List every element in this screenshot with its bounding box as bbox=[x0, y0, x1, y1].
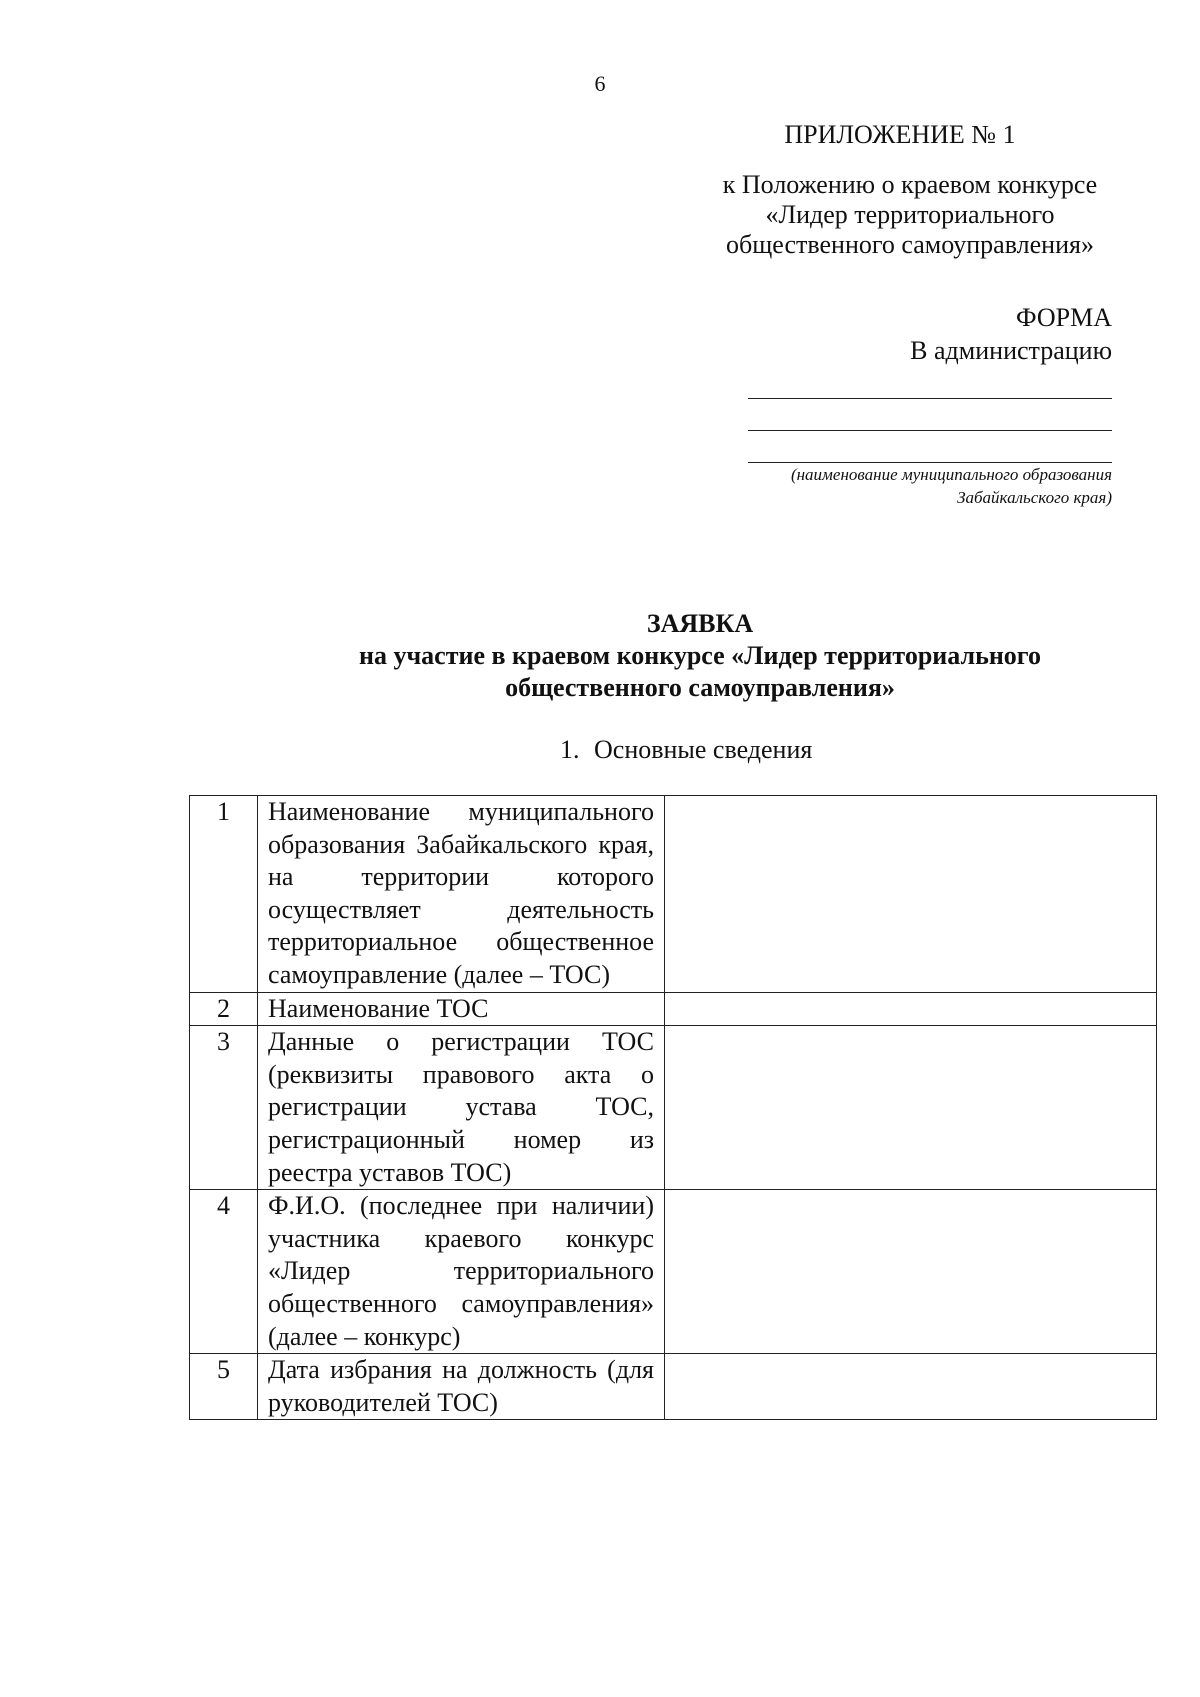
row-number: 5 bbox=[190, 1354, 258, 1420]
row-value-field[interactable] bbox=[665, 1190, 1157, 1354]
row-number: 1 bbox=[190, 796, 258, 993]
row-number: 3 bbox=[190, 1026, 258, 1190]
appendix-reference bbox=[680, 170, 1140, 260]
row-value-field[interactable] bbox=[665, 992, 1157, 1026]
row-value-field[interactable] bbox=[665, 1354, 1157, 1420]
table-row bbox=[190, 992, 1157, 1026]
row-label: Наименование ТОС bbox=[258, 992, 665, 1026]
appendix-reference-line: общественного самоуправления» bbox=[726, 230, 1094, 259]
appendix-title: ПРИЛОЖЕНИЕ № 1 bbox=[784, 120, 1016, 149]
form-label: ФОРМА bbox=[1016, 303, 1112, 332]
addressee-caption-line: (наименование муниципального образования bbox=[790, 465, 1112, 484]
application-subtitle-line: на участие в краевом конкурсе «Лидер территориального bbox=[359, 641, 1041, 670]
info-table bbox=[189, 795, 1157, 1420]
section-title: Основные сведения bbox=[594, 735, 813, 764]
page-number: 6 bbox=[594, 71, 606, 96]
section-heading bbox=[560, 734, 960, 766]
appendix-reference-line: «Лидер территориального bbox=[765, 200, 1055, 229]
table-row bbox=[190, 1354, 1157, 1420]
section-number: 1. bbox=[560, 735, 580, 764]
form-addressee: В администрацию bbox=[910, 336, 1112, 365]
row-label: Наименование муниципального образования Забайкальского края, на территории которого осуществляет деятельность территориальное общественное самоуправление (далее – ТОС) bbox=[258, 796, 665, 993]
appendix-reference-line: к Положению о краевом конкурсе bbox=[722, 170, 1098, 199]
table-row bbox=[190, 1026, 1157, 1190]
row-number: 2 bbox=[190, 992, 258, 1026]
row-value-field[interactable] bbox=[665, 1026, 1157, 1190]
addressee-caption bbox=[700, 463, 1112, 509]
row-number: 4 bbox=[190, 1190, 258, 1354]
addressee-caption-line: Забайкальского края) bbox=[957, 488, 1112, 507]
addressee-fill-line bbox=[748, 430, 1112, 431]
row-label: Дата избрания на должность (для руководителей ТОС) bbox=[258, 1354, 665, 1420]
row-label: Ф.И.О. (последнее при наличии) участника краевого конкурс «Лидер территориального общественного самоуправления» (далее – конкурс) bbox=[258, 1190, 665, 1354]
table-row bbox=[190, 1190, 1157, 1354]
application-subtitle-line: общественного самоуправления» bbox=[505, 673, 895, 702]
row-label: Данные о регистрации ТОС (реквизиты правового акта о регистрации устава ТОС, регистрационный номер из реестра уставов ТОС) bbox=[258, 1026, 665, 1190]
row-value-field[interactable] bbox=[665, 796, 1157, 993]
addressee-fill-line bbox=[748, 398, 1112, 399]
application-heading: ЗАЯВКА bbox=[646, 609, 754, 638]
table-row bbox=[190, 796, 1157, 993]
